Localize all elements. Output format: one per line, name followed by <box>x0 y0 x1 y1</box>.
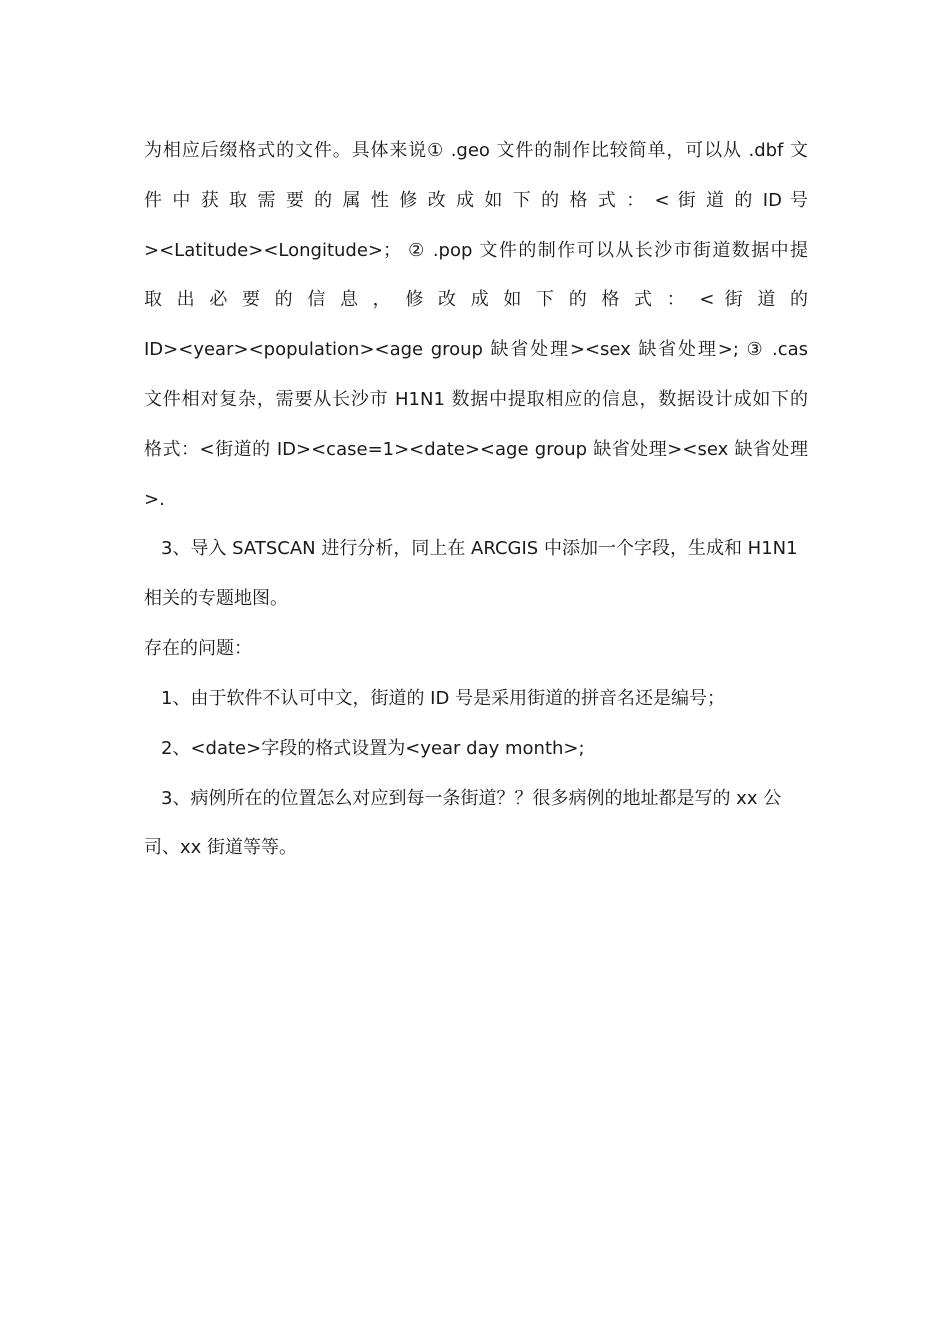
problem-item: 2、<date>字段的格式设置为<year day month>; <box>161 737 585 759</box>
paragraph-line: 格式：<街道的 ID><case=1><date><age group 缺省处理><sex 缺省处理 <box>144 438 808 460</box>
problems-list <box>144 674 808 873</box>
problems-heading: 存在的问题： <box>144 638 252 659</box>
paragraph-line: 为相应后缀格式的文件。具体来说① .geo 文件的制作比较简单，可以从 .dbf 文 <box>144 140 808 161</box>
problem-item: 1、由于软件不认可中文，街道的 ID 号是采用街道的拼音名还是编号； <box>161 688 726 709</box>
paragraph-line: ID><year><population><age group 缺省处理><sex 缺省处理>; ③ .cas <box>144 339 808 361</box>
paragraph-line: ><Latitude><Longitude>； ② .pop 文件的制作可以从长沙市街道数据中提 <box>144 239 808 261</box>
paragraph-line: 相关的专题地图。 <box>144 587 288 609</box>
paragraph-satscan-step <box>144 524 808 624</box>
paragraph-line: >. <box>144 488 165 510</box>
paragraph-line: 取 出 必 要 的 信 息 ， 修 改 成 如 下 的 格 式 ： < 街 道 的 <box>144 289 808 311</box>
problem-item-continuation: 司、xx 街道等等。 <box>144 837 298 859</box>
paragraph-line: 3、导入 SATSCAN 进行分析，同上在 ARCGIS 中添加一个字段，生成和 H1N1 <box>161 538 798 559</box>
problem-item: 3、病例所在的位置怎么对应到每一条街道？？很多病例的地址都是写的 xx 公 <box>161 787 782 809</box>
paragraph-line: 件 中 获 取 需 要 的 属 性 修 改 成 如 下 的 格 式 ： < 街 道 的 ID 号 <box>144 189 808 211</box>
paragraph-file-formats <box>144 126 808 524</box>
paragraph-line: 文件相对复杂，需要从长沙市 H1N1 数据中提取相应的信息，数据设计成如下的 <box>144 388 808 410</box>
